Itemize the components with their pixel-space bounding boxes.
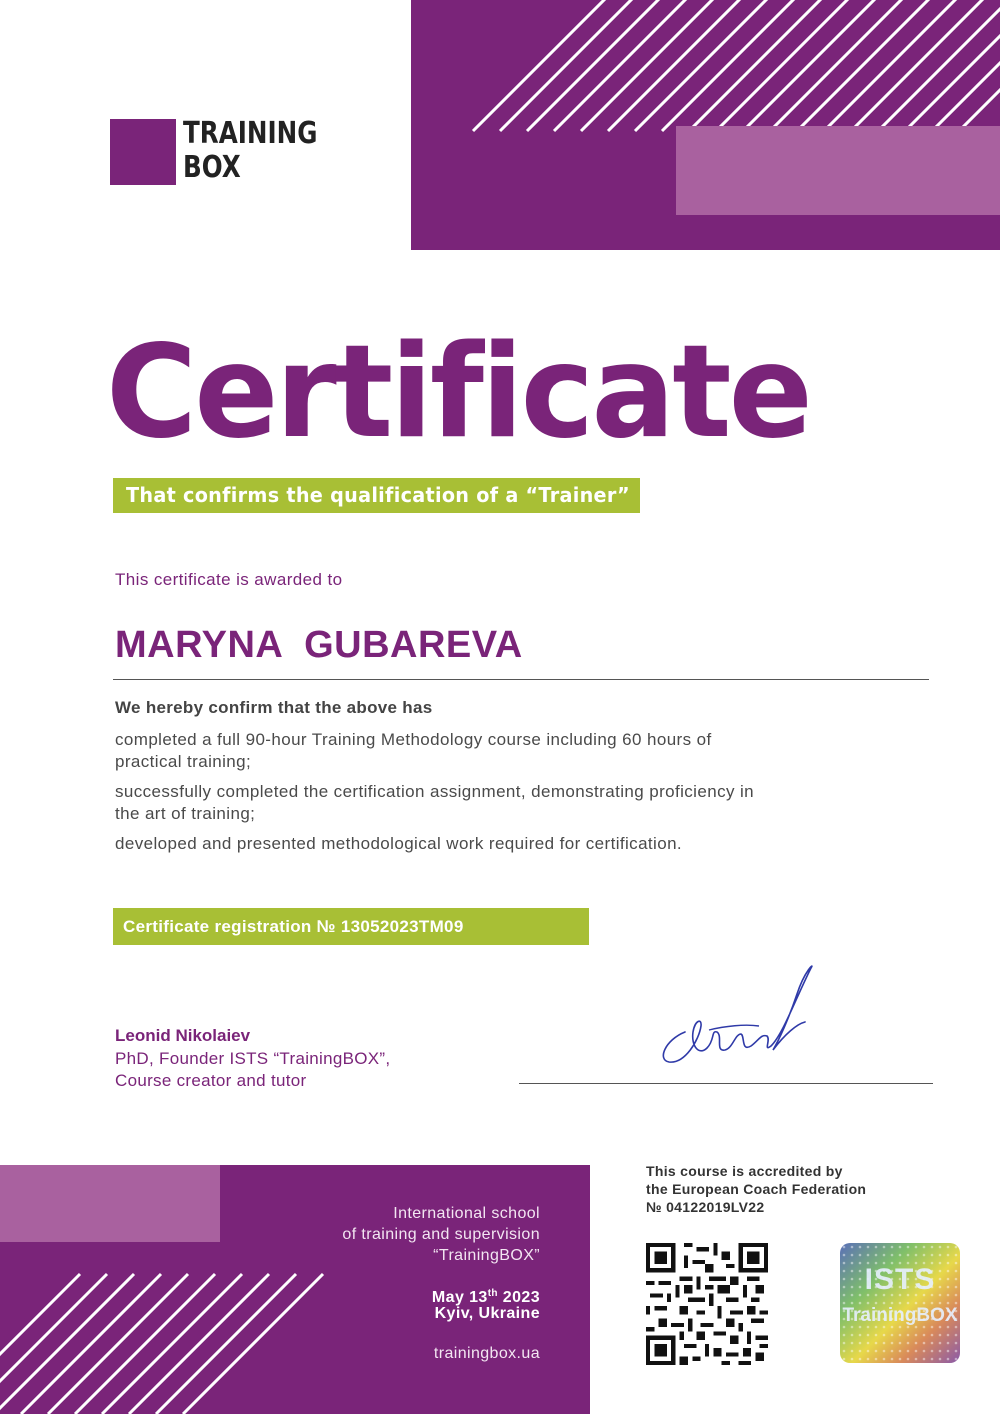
date-month-day: May 13 [431, 1289, 488, 1306]
handwritten-signature [655, 960, 825, 1070]
registration-banner [113, 908, 589, 945]
divider-line [113, 679, 929, 680]
qualification-text: That confirms the qualification of a “Trainer” [126, 483, 630, 507]
confirmation-heading: We hereby confirm that the above has [115, 698, 433, 717]
bottom-decorative-banner [0, 1165, 590, 1414]
school-name [342, 1203, 540, 1266]
signer-name: Leonid Nikolaiev [115, 1026, 251, 1045]
recipient-name: MARYNA GUBAREVA [115, 624, 523, 666]
top-decorative-banner [411, 0, 1000, 250]
date-year: 2023 [497, 1289, 540, 1306]
ists-hologram-badge [840, 1243, 960, 1363]
qr-code-icon [646, 1243, 768, 1365]
date-suffix: th [487, 1288, 498, 1299]
signer-title [115, 1048, 515, 1092]
registration-number: Certificate registration № 13052023TM09 [123, 917, 464, 936]
accreditation-line-1: This course is accredited by [646, 1163, 843, 1179]
confirmation-item-1: completed a full 90-hour Training Methodology course including 60 hours of practical training; [115, 730, 712, 771]
confirmation-item-3: developed and presented methodological work required for certification. [115, 834, 683, 853]
signer-title-line-2: Course creator and tutor [115, 1071, 307, 1090]
top-light-rectangle [676, 126, 1000, 215]
accreditation-line-3: № 04122019LV22 [646, 1199, 765, 1215]
school-line-3: “TrainingBOX” [433, 1247, 540, 1264]
logo-line-2: BOX [183, 150, 241, 185]
school-line-1: International school [393, 1205, 540, 1222]
certificate-title: Certificate [106, 318, 810, 467]
confirmation-item-2: successfully completed the certification assignment, demonstrating proficiency in the art of training; [115, 782, 755, 823]
school-line-2: of training and supervision [342, 1226, 540, 1243]
logo-square-icon [110, 119, 176, 185]
signature-line [519, 1083, 933, 1084]
qualification-banner [113, 478, 640, 513]
accreditation-line-2: the European Coach Federation [646, 1181, 867, 1197]
badge-line-2: TrainingBOX [842, 1305, 958, 1326]
website-link[interactable]: trainingbox.ua [433, 1345, 540, 1362]
awarded-label: This certificate is awarded to [115, 570, 343, 589]
accreditation-text [646, 1162, 866, 1216]
hologram-icon [840, 1243, 960, 1363]
badge-line-1: ISTS [864, 1263, 936, 1296]
issue-city: Kyiv, Ukraine [434, 1305, 540, 1322]
signer-title-line-1: PhD, Founder ISTS “TrainingBOX”, [115, 1049, 391, 1068]
logo-line-1: TRAINING [183, 116, 318, 151]
trainingbox-logo [110, 118, 320, 188]
